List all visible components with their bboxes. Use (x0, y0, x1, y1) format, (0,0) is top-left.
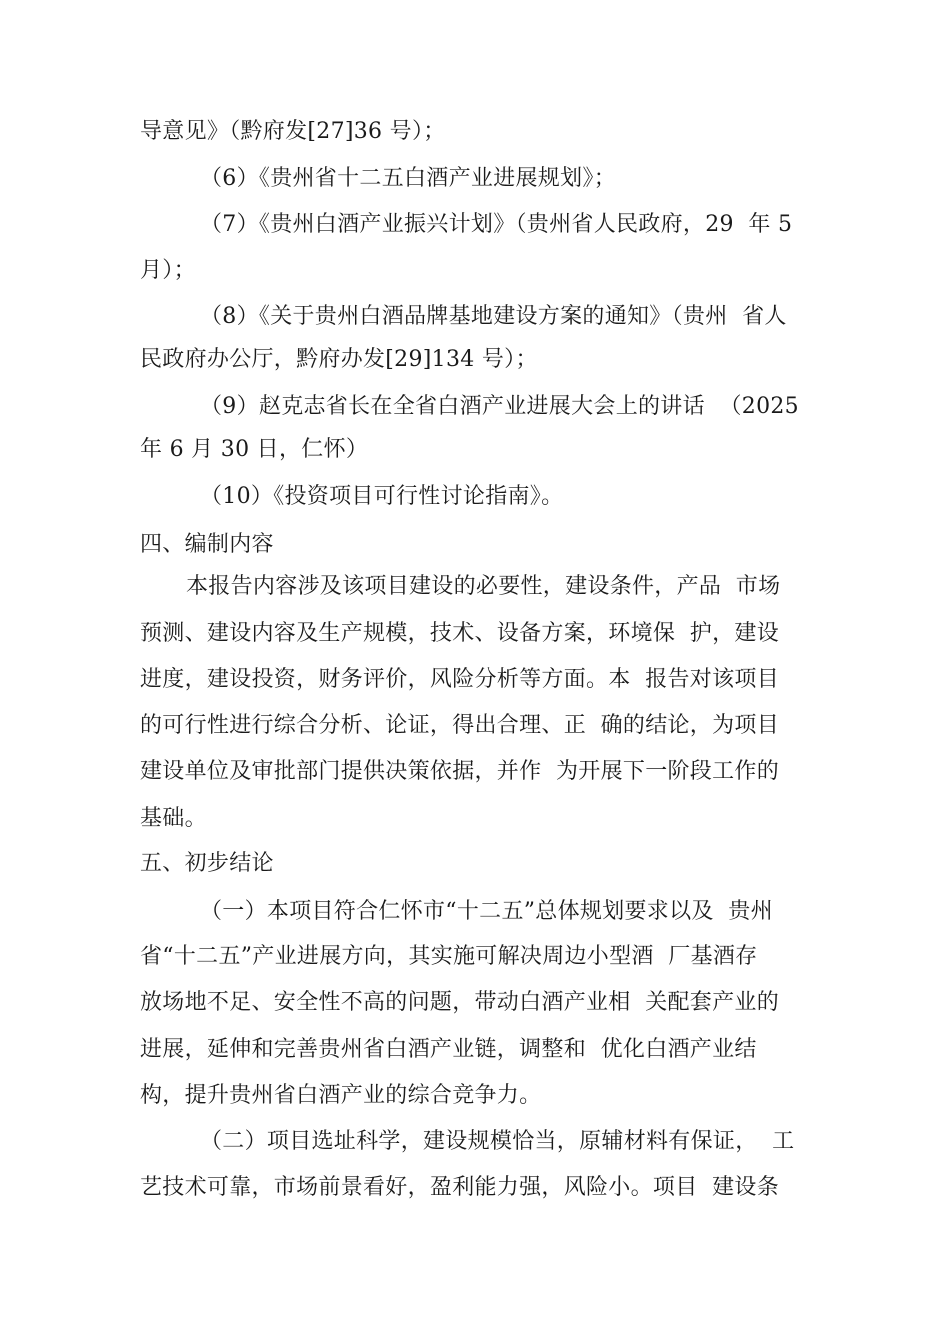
paragraph-line: 放场地不足、安全性不高的问题，带动白酒产业相 关配套产业的 (140, 990, 779, 1015)
paragraph-line: （一）本项目符合仁怀市“十二五”总体规划要求以及 贵州 (200, 899, 773, 924)
reference-item-6: （6）《贵州省十二五白酒产业进展规划》； (200, 166, 616, 191)
text-line: 月）； (140, 258, 196, 283)
paragraph-line: 建设单位及审批部门提供决策依据，并作 为开展下一阶段工作的 (140, 759, 779, 784)
paragraph-line: 的可行性进行综合分析、论证，得出合理、正 确的结论，为项目 (140, 713, 779, 738)
paragraph-line: 艺技术可靠，市场前景看好，盈利能力强，风险小。项目 建设条 (140, 1175, 779, 1200)
section-heading-5: 五、初步结论 (140, 851, 274, 876)
paragraph-line: 预测、建设内容及生产规模，技术、设备方案，环境保 护，建设 (140, 621, 779, 646)
paragraph-line: 进度，建设投资，财务评价，风险分析等方面。本 报告对该项目 (140, 667, 779, 692)
reference-item-10: （10）《投资项目可行性讨论指南》。 (200, 484, 564, 509)
text-line: 年 6 月 30 日，仁怀） (140, 437, 369, 462)
paragraph-line: （二）项目选址科学，建设规模恰当，原辅材料有保证， 工 (200, 1129, 795, 1154)
paragraph-line: 省“十二五”产业进展方向，其实施可解决周边小型酒 厂基酒存 (140, 944, 758, 969)
reference-item-9: （9）赵克志省长在全省白酒产业进展大会上的讲话 （2025 (200, 394, 799, 419)
reference-item-7: （7）《贵州白酒产业振兴计划》（贵州省人民政府，29 年 5 (200, 212, 793, 237)
paragraph-line: 本报告内容涉及该项目建设的必要性，建设条件，产品 市场 (186, 574, 781, 599)
text-line: 导意见》（黔府发[27]36 号）； (140, 119, 446, 144)
paragraph-line: 构，提升贵州省白酒产业的综合竞争力。 (140, 1083, 542, 1108)
text-line: 民政府办公厅，黔府办发[29]134 号）； (140, 347, 538, 372)
section-heading-4: 四、编制内容 (140, 532, 274, 557)
reference-item-8: （8）《关于贵州白酒品牌基地建设方案的通知》（贵州 省人 (200, 304, 787, 329)
paragraph-line: 进展，延伸和完善贵州省白酒产业链，调整和 优化白酒产业结 (140, 1037, 757, 1062)
paragraph-line: 基础。 (140, 806, 207, 831)
